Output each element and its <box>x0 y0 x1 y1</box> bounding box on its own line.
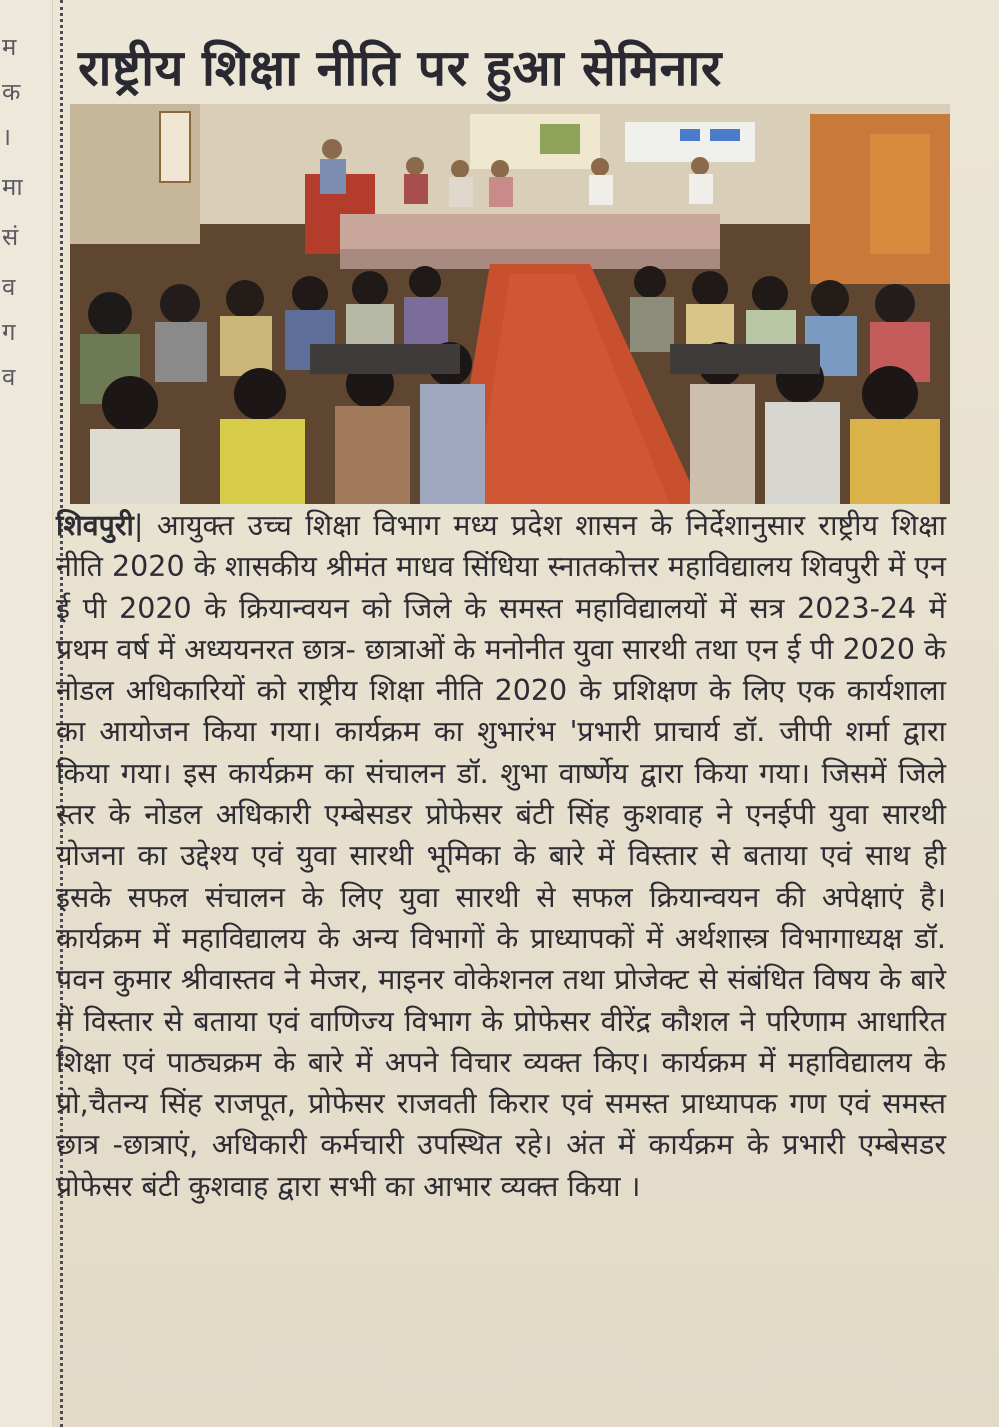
adjacent-fragment: ग <box>2 318 16 346</box>
adjacent-fragment: मा <box>2 173 23 201</box>
adjacent-fragment: क <box>2 78 21 106</box>
article-body-text: आयुक्त उच्च शिक्षा विभाग मध्य प्रदेश शासन के निर्देशानुसार राष्ट्रीय शिक्षा नीति 2020 के शासकीय श्रीमंत माधव सिंधिया स्नातकोत्तर महाविद्यालय शिवपुरी में एन ई पी 2020 के क्रियान्वयन को जिले के समस्त महाविद्यालयों में सत्र 2023-24 में प्रथम वर्ष में अध्ययनरत छात्र- छात्राओं के मनोनीत युवा सारथी तथा एन ई पी 2020 के नोडल अधिकारियों को राष्ट्रीय शिक्षा नीति 2020 के प्रशिक्षण के लिए एक कार्यशाला का आयोजन किया गया। कार्यक्रम का शुभारंभ 'प्रभारी प्राचार्य डॉ. जीपी शर्मा द्वारा किया गया। इस कार्यक्रम का संचालन डॉ. शुभा वार्ष्णेय द्वारा किया गया। जिसमें जिले स्तर के नोडल अधिकारी एम्बेसडर प्रोफेसर बंटी सिंह कुशवाह ने एनईपी युवा सारथी योजना का उद्देश्य एवं युवा सारथी भूमिका के बारे में विस्तार से बताया एवं साथ ही इसके सफल संचालन के लिए युवा सारथी से सफल क्रियान्वयन की अपेक्षाएं है। कार्यक्रम में महाविद्यालय के अन्य विभागों के प्राध्यापकों में अर्थशास्त्र विभागाध्यक्ष डॉ. पवन कुमार श्रीवास्तव ने मेजर, माइनर वोकेशनल तथा प्रोजेक्ट से संबंधित विषय के बारे में विस्तार से बताया एवं वाणिज्य विभाग के प्रोफेसर वीरेंद्र कौशल ने परिणाम आधारित शिक्षा एवं पाठ्यक्रम के बारे में अपने विचार व्यक्त किए। कार्यक्रम में महाविद्यालय के प्रो,चैतन्य सिंह राजपूत, प्रोफेसर राजवती किरार एवं समस्त प्राध्यापक गण एवं समस्त छात्र -छात्राएं, अधिकारी कर्मचारी उपस्थित रहे। अंत में कार्यक्रम के प्रभारी एम्बेसडर प्रोफेसर बंटी कुशवाह द्वारा सभी का आभार व्यक्त किया । <box>56 509 946 1203</box>
adjacent-fragment: व <box>2 363 16 391</box>
seminar-photo <box>70 104 950 504</box>
article-body: शिवपुरी| आयुक्त उच्च शिक्षा विभाग मध्य प्रदेश शासन के निर्देशानुसार राष्ट्रीय शिक्षा नीति 2020 के शासकीय श्रीमंत माधव सिंधिया स्नातकोत्तर महाविद्यालय शिवपुरी में एन ई पी 2020 के क्रियान्वयन को जिले के समस्त महाविद्यालयों में सत्र 2023-24 में प्रथम वर्ष में अध्ययनरत छात्र- छात्राओं के मनोनीत युवा सारथी तथा एन ई पी 2020 के नोडल अधिकारियों को राष्ट्रीय शिक्षा नीति 2020 के प्रशिक्षण के लिए एक कार्यशाला का आयोजन किया गया। कार्यक्रम का शुभारंभ 'प्रभारी प्राचार्य डॉ. जीपी शर्मा द्वारा किया गया। इस कार्यक्रम का संचालन डॉ. शुभा वार्ष्णेय द्वारा किया गया। जिसमें जिले स्तर के नोडल अधिकारी एम्बेसडर प्रोफेसर बंटी सिंह कुशवाह ने एनईपी युवा सारथी योजना का उद्देश्य एवं युवा सारथी भूमिका के बारे में विस्तार से बताया एवं साथ ही इसके सफल संचालन के लिए युवा सारथी से सफल क्रियान्वयन की अपेक्षाएं है। कार्यक्रम में महाविद्यालय के अन्य विभागों के प्राध्यापकों में अर्थशास्त्र विभागाध्यक्ष डॉ. पवन कुमार श्रीवास्तव ने मेजर, माइनर वोकेशनल तथा प्रोजेक्ट से संबंधित विषय के बारे में विस्तार से बताया एवं वाणिज्य विभाग के प्रोफेसर वीरेंद्र कौशल ने परिणाम आधारित शिक्षा एवं पाठ्यक्रम के बारे में अपने विचार व्यक्त किए। कार्यक्रम में महाविद्यालय के प्रो,चैतन्य सिंह राजपूत, प्रोफेसर राजवती किरार एवं समस्त प्राध्यापक गण एवं समस्त छात्र -छात्राएं, अधिकारी कर्मचारी उपस्थित रहे। अंत में कार्यक्रम के प्रभारी एम्बेसडर प्रोफेसर बंटी कुशवाह द्वारा सभी का आभार व्यक्त किया । <box>56 509 946 1203</box>
adjacent-fragment: व <box>2 273 16 301</box>
adjacent-fragment: सं <box>2 223 19 251</box>
adjacent-fragment: । <box>2 123 12 151</box>
seminar-photo-illustration <box>70 104 950 504</box>
adjacent-column-strip <box>0 0 53 1427</box>
adjacent-fragment: म <box>2 33 17 61</box>
dateline: शिवपुरी <box>56 509 134 542</box>
headline: राष्ट्रीय शिक्षा नीति पर हुआ सेमिनार <box>78 39 722 97</box>
